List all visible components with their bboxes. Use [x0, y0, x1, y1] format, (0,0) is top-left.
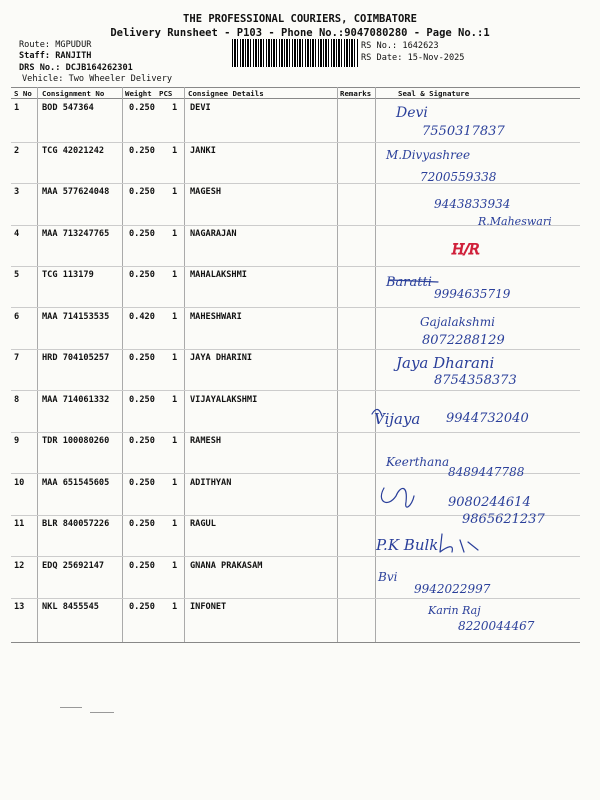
row-consignee: JANKI	[190, 146, 216, 156]
svg-text:7550317837: 7550317837	[422, 124, 505, 139]
row-sno: 12	[14, 561, 25, 571]
row-weight: 0.250	[129, 602, 155, 612]
row-consignment: TCG 42021242	[42, 146, 105, 156]
rs-number: RS No.: 1642623	[361, 41, 439, 51]
row-consignment: TDR 100080260	[42, 436, 110, 446]
row-pcs: 1	[172, 478, 178, 488]
signature	[368, 188, 580, 232]
row-sno: 2	[14, 146, 20, 156]
scan-mark	[60, 707, 82, 708]
svg-text:Karin Raj: Karin Raj	[428, 604, 481, 617]
signature	[368, 145, 580, 189]
row-consignee: MAHALAKSHMI	[190, 270, 247, 280]
row-consignment: HRD 704105257	[42, 353, 110, 363]
row-pcs: 1	[172, 187, 178, 197]
row-consignee: NAGARAJAN	[190, 229, 237, 239]
row-weight: 0.250	[129, 146, 155, 156]
row-consignee: GNANA PRAKASAM	[190, 561, 263, 571]
row-consignment: TCG 113179	[42, 270, 94, 280]
svg-text:Baratti: Baratti	[386, 275, 432, 290]
row-consignee: JAYA DHARINI	[190, 353, 253, 363]
row-consignment: MAA 714153535	[42, 312, 110, 322]
row-pcs: 1	[172, 602, 178, 612]
row-weight: 0.250	[129, 229, 155, 239]
svg-text:9080244614: 9080244614	[448, 495, 531, 510]
drs-label: DRS No.: DCJB164262301	[19, 63, 133, 73]
row-consignee: INFONET	[190, 602, 227, 612]
row-weight: 0.420	[129, 312, 155, 322]
row-consignee: MAHESHWARI	[190, 312, 242, 322]
row-pcs: 1	[172, 519, 178, 529]
row-weight: 0.250	[129, 353, 155, 363]
svg-text:9443833934: 9443833934	[434, 197, 511, 211]
row-sno: 13	[14, 602, 25, 612]
row-sno: 11	[14, 519, 25, 529]
row-consignment: MAA 651545605	[42, 478, 110, 488]
vehicle-label: Vehicle: Two Wheeler Delivery	[22, 74, 173, 84]
svg-text:P.K Bulk: P.K Bulk	[376, 536, 439, 554]
row-consignment: MAA 714061332	[42, 395, 110, 405]
signature	[368, 400, 580, 444]
svg-text:8072288129: 8072288129	[422, 333, 505, 348]
row-consignee: MAGESH	[190, 187, 222, 197]
row-pcs: 1	[172, 312, 178, 322]
header-consignee: Consignee Details	[188, 89, 264, 98]
signature	[368, 478, 580, 527]
svg-text:Vijaya: Vijaya	[374, 410, 421, 428]
staff-label: Staff: RANJITH	[19, 51, 92, 61]
svg-text:8489447788: 8489447788	[448, 465, 525, 479]
row-weight: 0.250	[129, 395, 155, 405]
svg-text:9942022997: 9942022997	[414, 582, 491, 596]
row-consignment: MAA 713247765	[42, 229, 110, 239]
scan-mark	[90, 712, 114, 713]
row-weight: 0.250	[129, 478, 155, 488]
barcode	[232, 39, 358, 67]
row-sno: 3	[14, 187, 20, 197]
svg-text:8754358373: 8754358373	[434, 373, 517, 388]
header-consignment: Consignment No	[42, 89, 105, 98]
row-sno: 4	[14, 229, 20, 239]
svg-text:7200559338: 7200559338	[420, 170, 497, 184]
row-pcs: 1	[172, 229, 178, 239]
row-consignee: ADITHYAN	[190, 478, 232, 488]
header-pcs: PCS	[159, 89, 173, 98]
signature	[368, 268, 580, 312]
rs-date: RS Date: 15-Nov-2025	[361, 53, 465, 63]
svg-text:Jaya Dharani: Jaya Dharani	[396, 354, 495, 372]
row-weight: 0.250	[129, 187, 155, 197]
row-sno: 1	[14, 103, 20, 113]
row-sno: 8	[14, 395, 20, 405]
row-consignee: RAMESH	[190, 436, 222, 446]
svg-text:9994635719: 9994635719	[434, 287, 511, 301]
row-weight: 0.250	[129, 270, 155, 280]
route-label: Route: MGPUDUR	[19, 40, 92, 50]
row-sno: 5	[14, 270, 20, 280]
signature	[368, 102, 580, 146]
runsheet-subtitle: Delivery Runsheet - P103 - Phone No.:9047080280 - Page No.:1	[110, 27, 490, 39]
header-weight: Weight	[125, 89, 152, 98]
row-consignment: EDQ 25692147	[42, 561, 105, 571]
row-consignee: DEVI	[190, 103, 211, 113]
row-weight: 0.250	[129, 103, 155, 113]
row-consignee: RAGUL	[190, 519, 216, 529]
svg-text:9865621237: 9865621237	[462, 512, 545, 527]
row-pcs: 1	[172, 561, 178, 571]
svg-text:Gajalakshmi: Gajalakshmi	[420, 315, 495, 329]
svg-text:8220044467: 8220044467	[458, 619, 535, 633]
row-consignee: VIJAYALAKSHMI	[190, 395, 258, 405]
row-sno: 7	[14, 353, 20, 363]
company-title: THE PROFESSIONAL COURIERS, COIMBATORE	[183, 13, 417, 25]
row-consignment: MAA 577624048	[42, 187, 110, 197]
svg-text:H/R: H/R	[452, 242, 480, 258]
row-pcs: 1	[172, 436, 178, 446]
header-seal: Seal & Signature	[398, 89, 470, 98]
svg-text:Bvi: Bvi	[378, 570, 398, 584]
row-sno: 9	[14, 436, 20, 446]
signature	[368, 348, 580, 392]
row-pcs: 1	[172, 270, 178, 280]
svg-text:9944732040: 9944732040	[446, 411, 529, 426]
row-pcs: 1	[172, 395, 178, 405]
row-pcs: 1	[172, 353, 178, 363]
row-weight: 0.250	[129, 561, 155, 571]
header-remarks: Remarks	[340, 89, 372, 98]
row-weight: 0.250	[129, 436, 155, 446]
row-consignment: NKL 8455545	[42, 602, 99, 612]
row-pcs: 1	[172, 103, 178, 113]
svg-text:R.Maheswari: R.Maheswari	[478, 215, 552, 228]
row-consignment: BOD 547364	[42, 103, 94, 113]
header-sno: S No	[14, 89, 32, 98]
row-pcs: 1	[172, 146, 178, 156]
svg-text:Keerthana: Keerthana	[386, 455, 450, 469]
svg-text:Devi: Devi	[396, 105, 428, 121]
signature	[368, 600, 580, 644]
svg-text:M.Divyashree: M.Divyashree	[386, 148, 471, 162]
row-weight: 0.250	[129, 519, 155, 529]
row-consignment: BLR 840057226	[42, 519, 110, 529]
row-sno: 10	[14, 478, 25, 488]
row-sno: 6	[14, 312, 20, 322]
